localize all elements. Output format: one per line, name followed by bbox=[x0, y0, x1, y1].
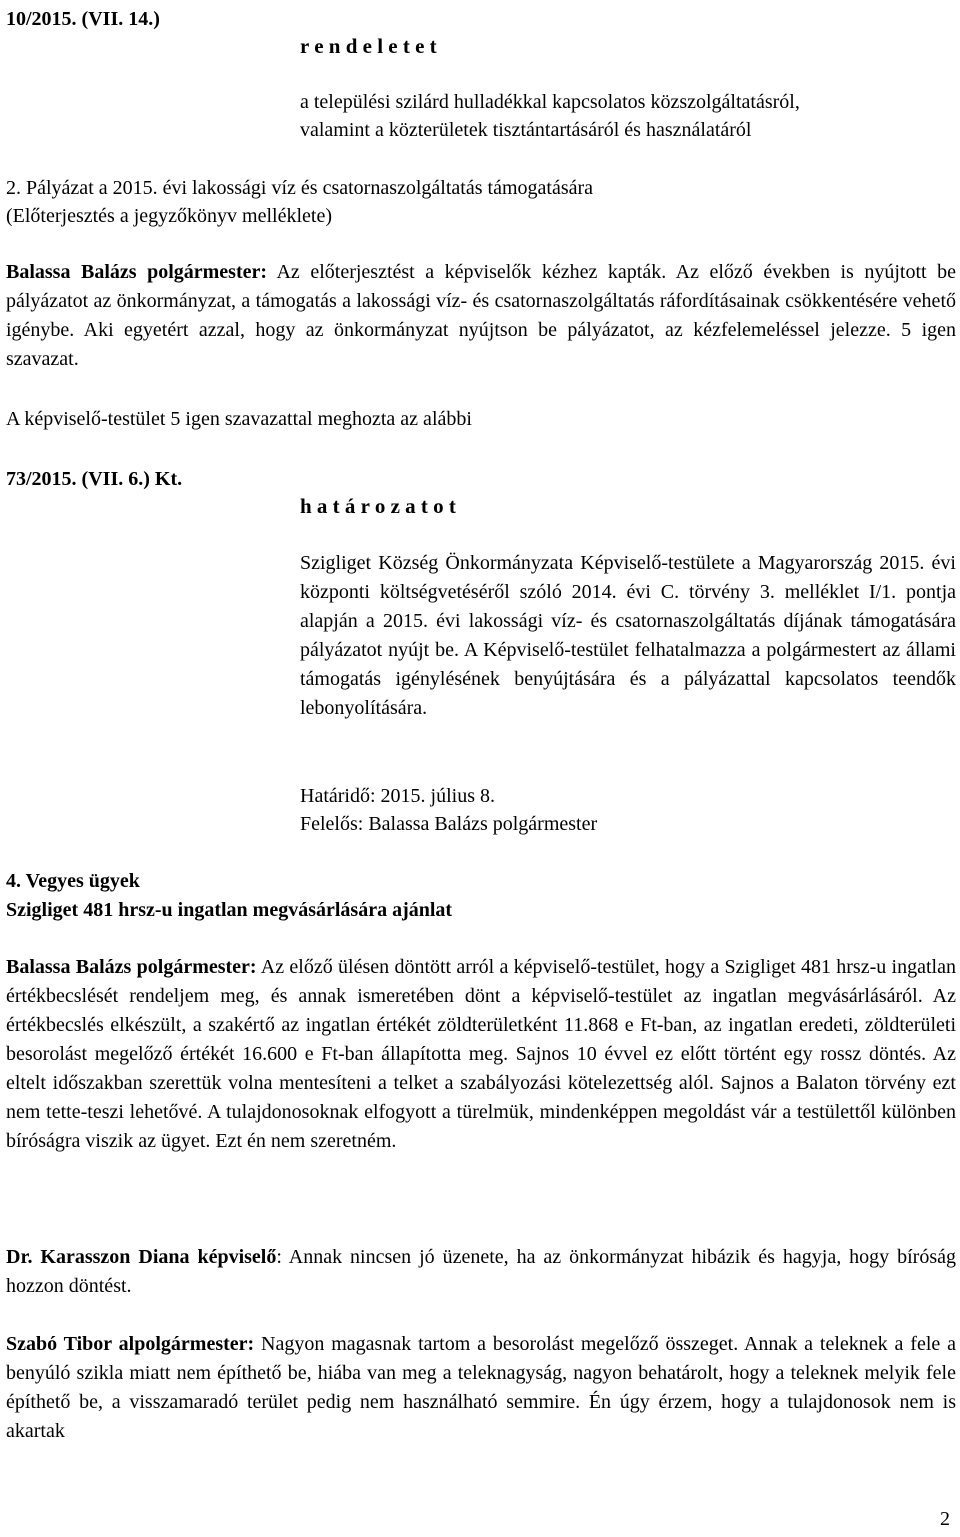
item4-speaker3: Szabó Tibor alpolgármester: bbox=[6, 1333, 255, 1355]
item2-note: (Előterjesztés a jegyzőkönyv melléklete) bbox=[6, 205, 332, 227]
ordinance-number: 10/2015. (VII. 14.) bbox=[6, 8, 160, 30]
deadline: Határidő: 2015. július 8. bbox=[300, 785, 495, 807]
item4-speech3: Nagyon magasnak tartom a besorolást megelőző összeget. Annak a teleknek a fele a benyúló szikla miatt nem építhető be, hiába van meg a teleknagyság, nagyon behatárolt, hogy a teleknek melyik fele építhető be, a visszamaradó terület pedig nem használható semmire. Én úgy érzem, hogy a tulajdonosok nem is akartak bbox=[6, 1333, 956, 1442]
page-number: 2 bbox=[940, 1508, 950, 1530]
item2-paragraph bbox=[6, 258, 956, 374]
ordinance-subject-line1: a települési szilárd hulladékkal kapcsolatos közszolgáltatásról, bbox=[300, 91, 800, 113]
ordinance-subject-line2: valamint a közterületek tisztántartásáról és használatáról bbox=[300, 119, 752, 141]
item4-speaker1: Balassa Balázs polgármester: bbox=[6, 956, 257, 978]
item4-title: 4. Vegyes ügyek bbox=[6, 870, 140, 892]
item4-paragraph1 bbox=[6, 953, 956, 1156]
item2-title: 2. Pályázat a 2015. évi lakossági víz és csatornaszolgáltatás támogatására bbox=[6, 177, 594, 199]
resolution-text: Szigliget Község Önkormányzata Képviselő-testülete a Magyarország 2015. évi központi költségvetéséről szóló 2014. évi C. törvény 3. melléklet I/1. pontja alapján a 2015. évi lakossági víz- és csatornaszolgáltatás díjának támogatására pályázatot nyújt be. A Képviselő-testület felhatalmazza a polgármestert az állami támogatás igénylésének benyújtására és a pályázattal kapcsolatos teendők lebonyolítására. bbox=[300, 552, 956, 719]
item2-speaker: Balassa Balázs polgármester: bbox=[6, 261, 268, 283]
ordinance-word: r e n d e l e t e t bbox=[300, 34, 437, 58]
item4-speech1: Az előző ülésen döntött arról a képviselő-testület, hogy a Szigliget 481 hrsz-u ingatlan értékbecslését rendeljem meg, és annak ismeretében dönt a képviselő-testület az ingatlan megvásárlásáról. Az értékbecslés elkészült, a szakértő az ingatlan értékét zöldterületként 11.868 e Ft-ban, az ingatlan eredeti, zöldterületi besorolást megelőző értékét 16.600 e Ft-ban állapította meg. Sajnos 10 évvel ez előtt történt egy rossz döntés. Az eltelt időszakban szerettük volna mentesíteni a telket a szabályozási kötelezettség alól. Sajnos a Balaton törvény ezt nem tette-teszi lehetővé. A tulajdonosoknak elfogyott a türelmük, mindenképpen megoldást vár a testülettől különben bíróságra viszik az ügyet. Ezt én nem szeretném. bbox=[6, 956, 956, 1152]
resolution-number: 73/2015. (VII. 6.) Kt. bbox=[6, 468, 183, 490]
item2-speech: Az előterjesztést a képviselők kézhez kapták. Az előző években is nyújtott be pályázatot az önkormányzat, a támogatás a lakossági víz- és csatornaszolgáltatás ráfordításainak csökkentésére vehető igénybe. Aki egyetért azzal, hogy az önkormányzat nyújtson be pályázatot, az kézfelemeléssel jelezze. 5 igen szavazat. bbox=[6, 261, 956, 370]
resolution-word: h a t á r o z a t o t bbox=[300, 494, 456, 518]
item2-vote-line: A képviselő-testület 5 igen szavazattal meghozta az alábbi bbox=[6, 408, 472, 430]
item4-paragraph3 bbox=[6, 1330, 956, 1446]
item4-speaker2-colon: : bbox=[276, 1246, 282, 1268]
item4-paragraph2 bbox=[6, 1243, 956, 1301]
item4-speaker2: Dr. Karasszon Diana képviselő bbox=[6, 1246, 277, 1268]
item4-speech2: Annak nincsen jó üzenete, ha az önkormányzat hibázik és hagyja, hogy bíróság hozzon döntést. bbox=[6, 1246, 956, 1297]
item4-subtitle: Szigliget 481 hrsz-u ingatlan megvásárlására ajánlat bbox=[6, 899, 453, 921]
responsible: Felelős: Balassa Balázs polgármester bbox=[300, 813, 598, 835]
